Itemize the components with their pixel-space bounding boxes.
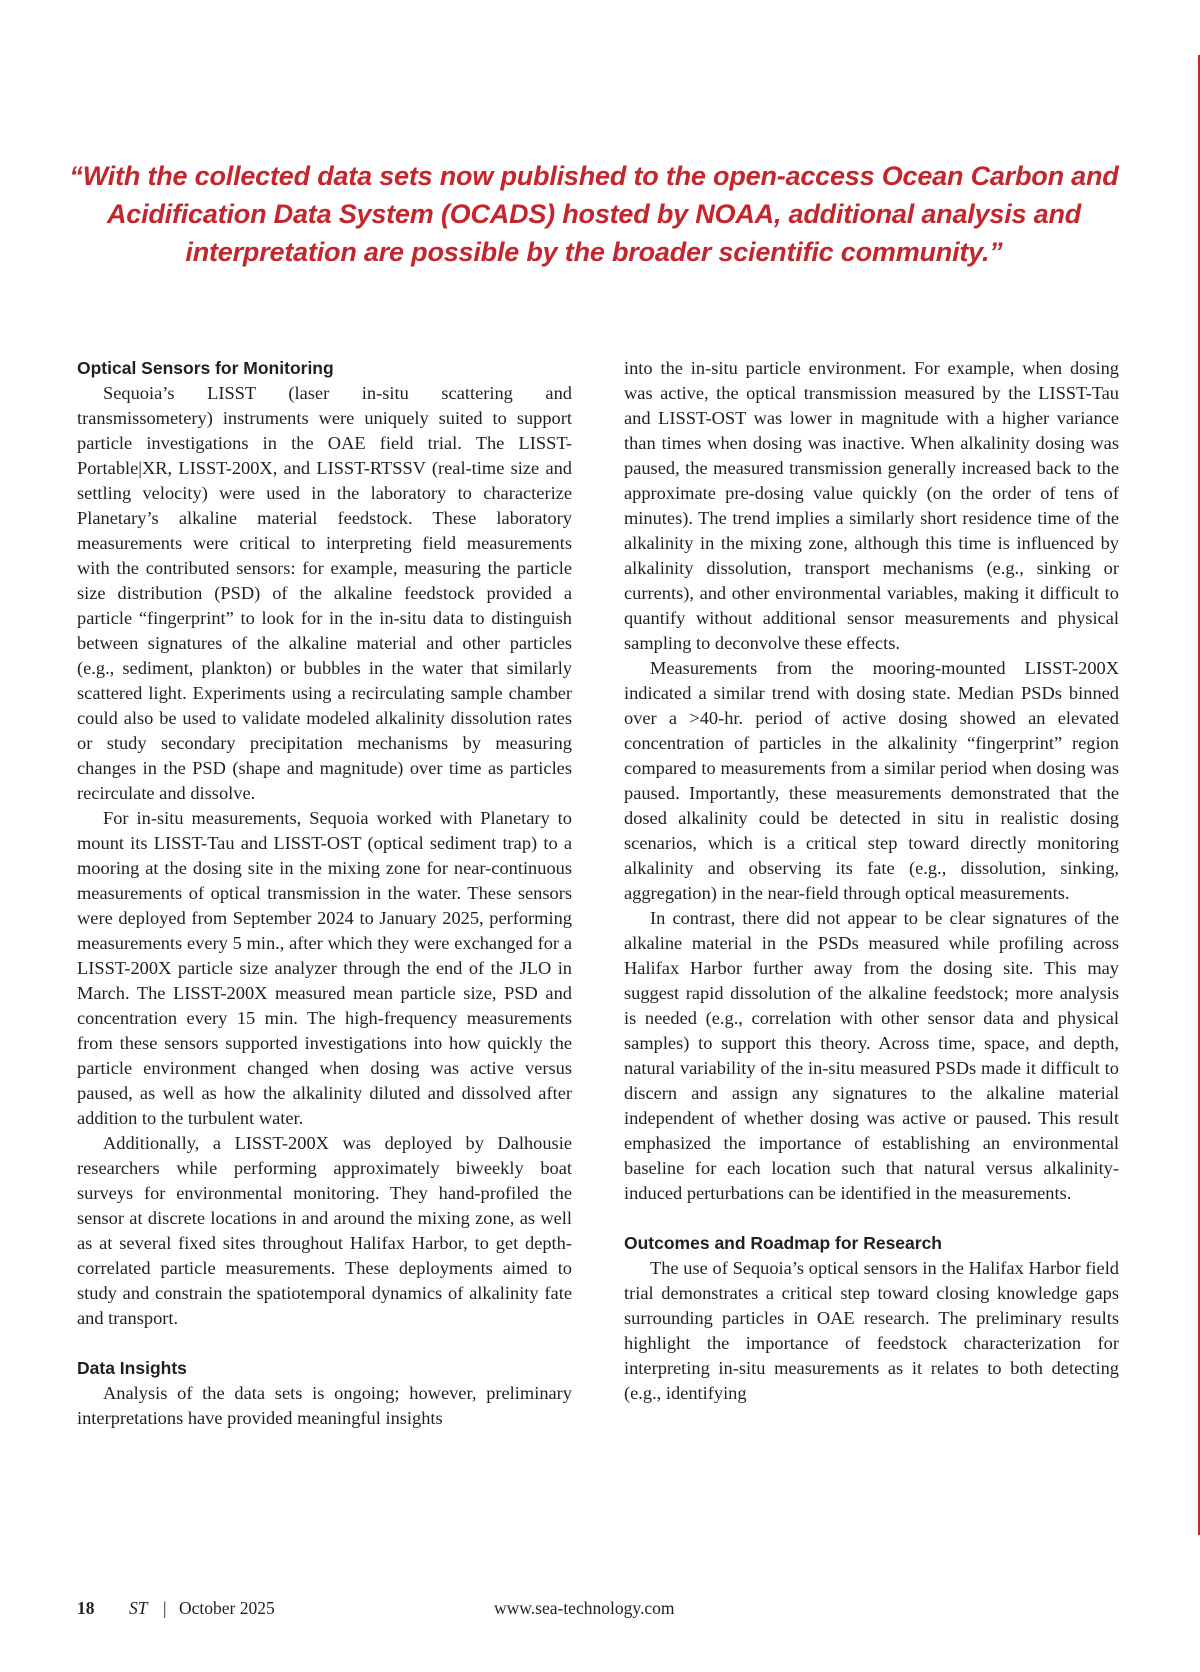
- section-heading-outcomes: Outcomes and Roadmap for Research: [624, 1233, 942, 1253]
- section-heading-optical-sensors: Optical Sensors for Monitoring: [77, 358, 334, 378]
- paragraph: Measurements from the mooring-mounted LISST-200X indicated a similar trend with dosing state. Median PSDs binned over a >40-hr. period of active dosing showed an elevated concentration of particles in the alkalinity “fingerprint” region compared to measurements from a similar period when dosing was paused. Importantly, these measurements demonstrated that the dosed alkalinity could be detected in situ in realistic dosing scenarios, which is a critical step toward directly monitoring alkalinity and observing its fate (e.g., dissolution, sinking, aggregation) in the near-field through optical measurements.: [624, 658, 1119, 903]
- paragraph-continued: into the in-situ particle environment. For example, when dosing was active, the optical transmission measured by the LISST-Tau and LISST-OST was lower in magnitude with a higher variance than times when dosing was inactive. When alkalinity dosing was paused, the measured transmission generally increased back to the approximate pre-dosing value quickly (on the order of tens of minutes). The trend implies a similarly short residence time of the alkalinity in the mixing zone, although this time is influenced by alkalinity dissolution, transport mechanisms (e.g., sinking or currents), and other environmental variables, making it difficult to quantify without additional sensor measurements and physical sampling to deconvolve these effects.: [624, 358, 1119, 653]
- page-footer: [77, 1596, 1137, 1620]
- issue-date: October 2025: [179, 1598, 275, 1618]
- pull-quote: “With the collected data sets now published to the open-access Ocean Carbon and Acidification Data System (OCADS) hosted by NOAA, additional analysis and interpretation are possible by the broader scientific community.”: [69, 161, 1119, 267]
- paragraph: Sequoia’s LISST (laser in-situ scattering and transmissometery) instruments were uniquely suited to support particle investigations in the OAE field trial. The LISST-Portable|XR, LISST-200X, and LISST-RTSSV (real-time size and settling velocity) were used in the laboratory to characterize Planetary’s alkaline material feedstock. These laboratory measurements were critical to interpreting field measurements with the contributed sensors: for example, measuring the particle size distribution (PSD) of the alkaline feedstock provided a particle “fingerprint” to look for in the in-situ data to distinguish between signatures of the alkaline material and other particles (e.g., sediment, plankton) or bubbles in the water that similarly scattered light. Experiments using a recirculating sample chamber could also be used to validate modeled alkalinity dissolution rates or study secondary precipitation mechanisms by measuring changes in the PSD (shape and magnitude) over time as particles recirculate and dissolve.: [77, 383, 572, 803]
- article-column-left: [77, 356, 572, 1431]
- section-heading-data-insights: Data Insights: [77, 1358, 187, 1378]
- paragraph: The use of Sequoia’s optical sensors in the Halifax Harbor field trial demonstrates a critical step toward closing knowledge gaps surrounding particles in OAE research. The preliminary results highlight the importance of feedstock characterization for interpreting in-situ measurements as it relates to both detecting (e.g., identifying: [624, 1258, 1119, 1403]
- article-column-right: [624, 356, 1119, 1406]
- footer-separator: |: [163, 1598, 167, 1618]
- paragraph: Additionally, a LISST-200X was deployed by Dalhousie researchers while performing approximately biweekly boat surveys for environmental monitoring. They hand-profiled the sensor at discrete locations in and around the mixing zone, as well as at several fixed sites throughout Halifax Harbor, to get depth-correlated particle measurements. These deployments aimed to study and constrain the spatiotemporal dynamics of alkalinity fate and transport.: [77, 1133, 572, 1328]
- website-link[interactable]: www.sea-technology.com: [494, 1598, 675, 1618]
- paragraph: Analysis of the data sets is ongoing; however, preliminary interpretations have provided meaningful insights: [77, 1383, 572, 1428]
- paragraph: In contrast, there did not appear to be clear signatures of the alkaline material in the PSDs measured while profiling across Halifax Harbor further away from the dosing site. This may suggest rapid dissolution of the alkaline feedstock; more analysis is needed (e.g., correlation with other sensor data and physical samples) to support this theory. Across time, space, and depth, natural variability of the in-situ measured PSDs made it difficult to discern and assign any signatures to the alkaline material independent of whether dosing was active or paused. This result emphasized the importance of establishing an environmental baseline for each location such that natural versus alkalinity-induced perturbations can be identified in the measurements.: [624, 908, 1119, 1203]
- publication-name: ST: [129, 1598, 148, 1618]
- paragraph: For in-situ measurements, Sequoia worked with Planetary to mount its LISST-Tau and LISST-OST (optical sediment trap) to a mooring at the dosing site in the mixing zone for near-continuous measurements of optical transmission in the water. These sensors were deployed from September 2024 to January 2025, performing measurements every 5 min., after which they were exchanged for a LISST-200X particle size analyzer through the end of the JLO in March. The LISST-200X measured mean particle size, PSD and concentration every 15 min. The high-frequency measurements from these sensors supported investigations into how quickly the particle environment changed when dosing was active versus paused, as well as how the alkalinity diluted and dissolved after addition to the turbulent water.: [77, 808, 572, 1128]
- page-number: 18: [77, 1598, 95, 1618]
